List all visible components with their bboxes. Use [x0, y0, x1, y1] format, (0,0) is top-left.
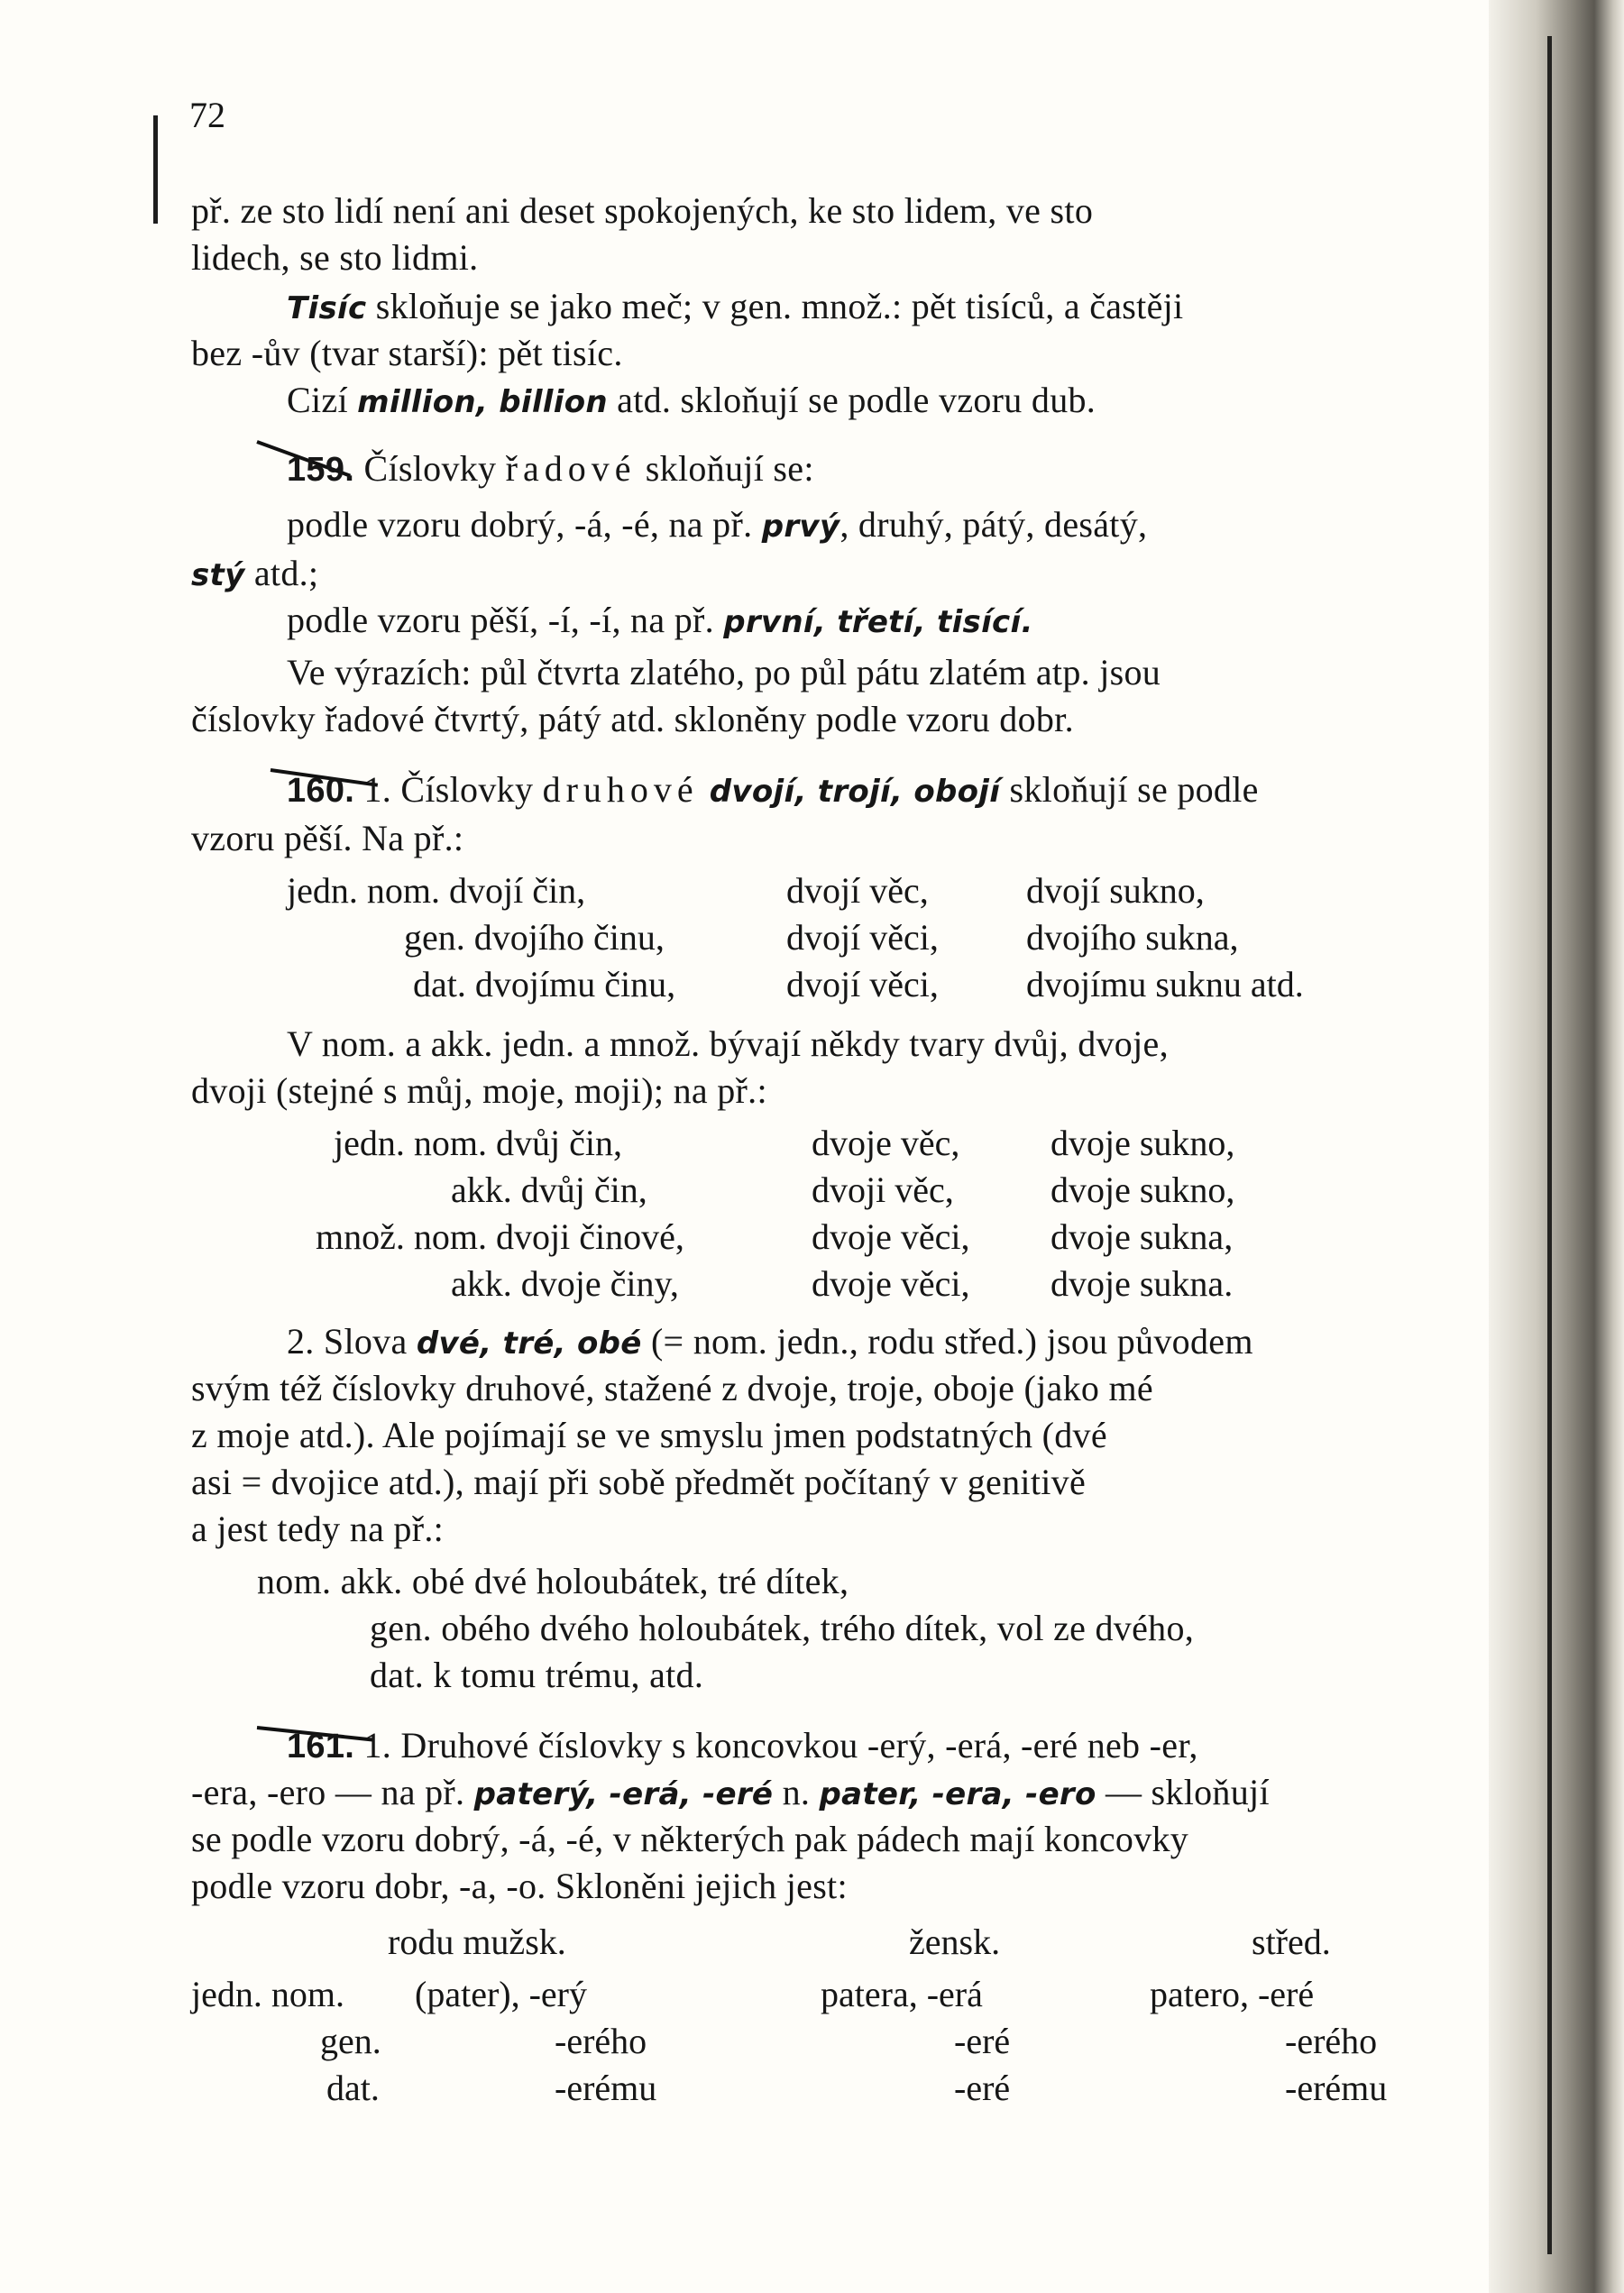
s161-l2a: -era, -ero — na př.: [191, 1772, 474, 1812]
t3-r1-label: jedn. nom.: [191, 1974, 344, 2014]
t2-r2-c1: akk. dvůj čin,: [451, 1169, 647, 1210]
s159-heading: [287, 445, 814, 493]
t3-r1-masc: (pater), -erý: [415, 1974, 587, 2014]
s160-p1c: skloňují se podle: [1000, 769, 1259, 810]
s160-p1spaced: druhové: [542, 769, 699, 810]
s159-l2b: atd.;: [244, 553, 319, 593]
s159-l1b: prvý: [761, 509, 840, 545]
t3-r3-neut: -erému: [1285, 2068, 1388, 2108]
t3-r2-label: gen.: [320, 2021, 381, 2061]
s159-l2a: stý: [191, 557, 245, 593]
s160-line-1: [287, 766, 1259, 815]
s159-line-4: Ve výrazích: půl čtvrta zlatého, po půl pátu zlatém atp. jsou: [287, 652, 1161, 692]
s161-l2b: paterý, -erá, -eré: [473, 1776, 774, 1812]
intro-text-1: př. ze sto lidí není ani deset spokojených, ke sto lidem, ve sto: [191, 190, 1094, 231]
s160-q4: asi = dvojice atd.), mají při sobě předmět počítaný v genitivě: [191, 1462, 1086, 1502]
s160-q5: a jest tedy na př.:: [191, 1509, 445, 1549]
t3-r3-label: dat.: [326, 2068, 380, 2108]
margin-mark: [153, 115, 158, 224]
s160-q1: [287, 1318, 1253, 1367]
cizi-a: Cizí: [287, 380, 358, 420]
t1-r2-c3: dvojího sukna,: [1026, 917, 1239, 958]
s160-p1b: dvojí, trojí, obojí: [698, 774, 1001, 810]
t1-r1-c3: dvojí sukno,: [1026, 870, 1205, 911]
t2-r1-c3: dvoje sukno,: [1051, 1123, 1235, 1163]
tisic-rest: skloňuje se jako meč; v gen. množ.: pět tisíců, a častěji: [366, 286, 1184, 326]
s159-l3b: první, třetí, tisící.: [723, 604, 1033, 640]
s161-line-4: podle vzoru dobr, -a, -o. Skloněni jejich jest:: [191, 1866, 848, 1906]
s160-line-2: vzoru pěší. Na př.:: [191, 818, 464, 858]
tisic-word: Tisíc: [287, 290, 367, 326]
t3-r1-fem: patera, -erá: [821, 1974, 983, 2014]
s159-line-3: [287, 597, 1033, 646]
section-number-159: 159.: [287, 451, 355, 489]
s161-line-3: se podle vzoru dobrý, -á, -é, v některých pak pádech mají koncovky: [191, 1819, 1189, 1859]
s159-head-b: skloňují se:: [636, 448, 814, 489]
s160-q1b: dvé, tré, obé: [416, 1325, 642, 1362]
book-spine-shadow: [1489, 0, 1624, 2293]
t2-r3-c3: dvoje sukna,: [1051, 1216, 1234, 1257]
t1-r3-c1: dat. dvojímu činu,: [413, 964, 676, 1004]
intro-line-5: [287, 377, 1096, 426]
t3-header-neut: střed.: [1252, 1922, 1331, 1962]
s160-p1a: 1. Číslovky: [363, 769, 543, 810]
t2-r2-c2: dvoji věc,: [812, 1169, 954, 1210]
s159-line-1: [287, 501, 1147, 550]
intro-line-2: lidech, se sto lidmi.: [191, 237, 479, 278]
t2-r1-c2: dvoje věc,: [812, 1123, 960, 1163]
s160-example-1: nom. akk. obé dvé holoubátek, tré dítek,: [257, 1561, 849, 1601]
spine-edge-line: [1547, 36, 1552, 2254]
t2-r3-c2: dvoje věci,: [812, 1216, 970, 1257]
intro-line-3: [287, 283, 1183, 332]
section-number-161: 161.: [287, 1728, 355, 1766]
s160-q1c: (= nom. jedn., rodu střed.) jsou původem: [641, 1321, 1253, 1362]
t2-r1-c1: jedn. nom. dvůj čin,: [334, 1123, 622, 1163]
t2-r4-c2: dvoje věci,: [812, 1263, 970, 1304]
s160-q3: z moje atd.). Ale pojímají se ve smyslu jmen podstatných (dvé: [191, 1415, 1107, 1455]
s159-l1a: podle vzoru dobrý, -á, -é, na př.: [287, 504, 762, 545]
t3-r3-masc: -erému: [555, 2068, 657, 2108]
s159-line-5: číslovky řadové čtvrtý, pátý atd. skloněny podle vzoru dobr.: [191, 699, 1074, 739]
cizi-b: atd. skloňují se podle vzoru dub.: [607, 380, 1096, 420]
section-number-160: 160.: [287, 772, 355, 810]
t3-r3-fem: -eré: [954, 2068, 1011, 2108]
s160-example-3: dat. k tomu trému, atd.: [370, 1655, 704, 1695]
t1-r2-c2: dvojí věci,: [786, 917, 939, 958]
s160-line-3: V nom. a akk. jedn. a množ. bývají někdy tvary dvůj, dvoje,: [287, 1023, 1169, 1064]
s159-line-2: [191, 550, 318, 599]
t1-r3-c3: dvojímu suknu atd.: [1026, 964, 1304, 1004]
s161-l1: 1. Druhové číslovky s koncovkou -erý, -erá, -eré neb -er,: [363, 1725, 1198, 1766]
t3-r1-neut: patero, -eré: [1150, 1974, 1315, 2014]
s159-head-a: Číslovky: [363, 448, 506, 489]
t3-header-fem: žensk.: [909, 1922, 1001, 1962]
t1-r1-c1: jedn. nom. dvojí čin,: [287, 870, 586, 911]
intro-line-4: bez -ův (tvar starší): pět tisíc.: [191, 333, 623, 373]
s160-q1a: 2. Slova: [287, 1321, 417, 1362]
t3-r2-masc: -erého: [555, 2021, 647, 2061]
cizi-words: million, billion: [357, 384, 608, 420]
t3-r2-neut: -erého: [1285, 2021, 1378, 2061]
s160-q2: svým též číslovky druhové, stažené z dvoje, troje, oboje (jako mé: [191, 1368, 1153, 1408]
s161-l2e: — skloňují: [1096, 1772, 1270, 1812]
s159-l1c: , druhý, pátý, desátý,: [840, 504, 1148, 545]
t2-r4-c3: dvoje sukna.: [1051, 1263, 1234, 1304]
s159-l3a: podle vzoru pěší, -í, -í, na př.: [287, 600, 724, 640]
s161-l2c: n.: [773, 1772, 820, 1812]
s160-example-2: gen. obého dvého holoubátek, trého dítek, vol ze dvého,: [370, 1608, 1195, 1648]
t3-r2-fem: -eré: [954, 2021, 1011, 2061]
t3-header-masc: rodu mužsk.: [388, 1922, 566, 1962]
t2-r4-c1: akk. dvoje činy,: [451, 1263, 679, 1304]
s160-line-4: dvoji (stejné s můj, moje, moji); na př.:: [191, 1070, 767, 1111]
t2-r2-c3: dvoje sukno,: [1051, 1169, 1235, 1210]
t2-r3-c1: množ. nom. dvoji činové,: [316, 1216, 684, 1257]
t1-r3-c2: dvojí věci,: [786, 964, 939, 1004]
intro-line-1: [191, 188, 1427, 234]
s159-head-spaced: řadové: [505, 448, 637, 489]
t1-r1-c2: dvojí věc,: [786, 870, 929, 911]
page-number: 72: [189, 95, 225, 135]
s161-line-1: [287, 1722, 1198, 1770]
s161-line-2: [191, 1769, 1270, 1818]
t1-r2-c1: gen. dvojího činu,: [404, 917, 665, 958]
s161-l2d: pater, -era, -ero: [819, 1776, 1096, 1812]
